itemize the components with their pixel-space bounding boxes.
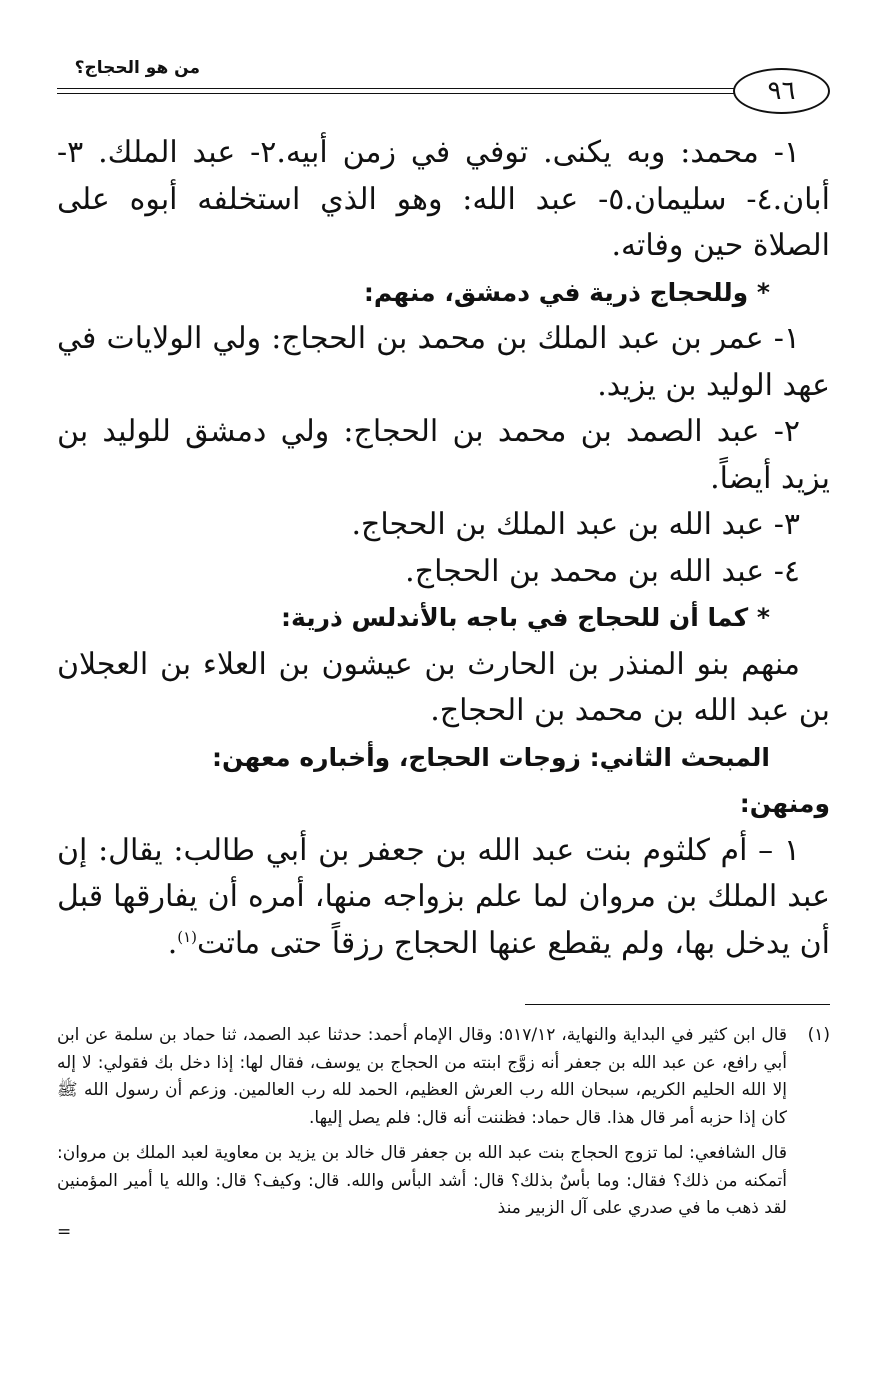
paragraph-umar: ١- عمر بن عبد الملك بن محمد بن الحجاج: ولي الولايات في عهد الوليد بن يزيد. [57, 321, 830, 403]
paragraph-abdullah-2: ٤- عبد الله بن محمد بن الحجاج. [405, 553, 800, 589]
footnote-1-continuation [57, 1140, 830, 1241]
footnotes-section [57, 1022, 830, 1249]
running-header-title: من هو الحجاج؟ [74, 58, 200, 78]
main-text [57, 130, 830, 967]
paragraph-abdullah-1: ٣- عبد الله بن عبد الملك بن الحجاج. [351, 507, 800, 542]
heading-among-them: ومنهن: [739, 789, 830, 818]
heading-damascus-descendants: * وللحجاج ذرية في دمشق، منهم: [363, 277, 770, 307]
paragraph-banu-mundhir: منهم بنو المنذر بن الحارث بن عيشون بن العلاء بن العجلان بن عبد الله بن محمد بن الحجاج. [57, 646, 830, 728]
footnote-reference[interactable]: (١) [177, 927, 198, 946]
footnote-1 [57, 1022, 830, 1132]
continuation-mark: = [57, 1221, 72, 1242]
footnote-1-text: قال ابن كثير في البداية والنهاية، ٥١٧/١٢: وقال الإمام أحمد: حدثنا عبد الصمد، ثنا حماد بن سلمة عن ابن أبي رافع، عن عبد الله بن جعفر أنه زوَّج ابنته من الحجاج بن يوسف، فقال لها: إذا دخل بك فقولي: لا إله إلا الله الحليم الكريم، سبحان الله رب العرش العظيم، الحمد لله رب العالمين. وزعم أن رسول الله ﷺ كان إذا حزبه أمر قال هذا. قال حماد: فظننت أنه قال: فلم يصل إليها. [57, 1025, 787, 1128]
header-rule [57, 88, 737, 89]
paragraph-abd-al-samad: ٢- عبد الصمد بن محمد بن الحجاج: ولي دمشق للوليد بن يزيد أيضاً. [57, 414, 830, 496]
header-rule-secondary [57, 93, 737, 94]
heading-andalus-descendants: * كما أن للحجاج في باجه بالأندلس ذرية: [281, 603, 770, 632]
umm-kulthum-text: ١ – أم كلثوم بنت عبد الله بن جعفر بن أبي طالب: يقال: إن عبد الملك بن مروان لما علم بزواجه منها، أمره أن يفارقها قبل أن يدخل بها، ولم يقطع عنها الحجاج رزقاً حتى ماتت [57, 832, 830, 961]
footnote-1-continuation-text: قال الشافعي: لما تزوج الحجاج بنت عبد الله بن جعفر قال خالد بن يزيد بن معاوية لعبد الملك بن مروان: أتمكنه من ذلك؟ فقال: وما بأسٌ بذلك؟ قال: أشد البأس والله. قال: وكيف؟ قال: والله يا أمير المؤمنين لقد ذهب ما في صدري على آل الزبير منذ [57, 1143, 787, 1218]
page-number-oval: ٩٦ [733, 68, 830, 114]
footnote-number: (١) [807, 1025, 830, 1045]
footnote-separator [525, 1004, 830, 1005]
paragraph-end-period: . [167, 925, 178, 961]
section-heading-wives: المبحث الثاني: زوجات الحجاج، وأخباره معهن: [212, 742, 770, 772]
paragraph-children-list: ١- محمد: وبه يكنى. توفي في زمن أبيه.٢- عبد الملك. ٣- أبان.٤- سليمان.٥- عبد الله: وهو الذي استخلفه أبوه على الصلاة حين وفاته. [57, 135, 830, 263]
paragraph-umm-kulthum [57, 828, 830, 968]
